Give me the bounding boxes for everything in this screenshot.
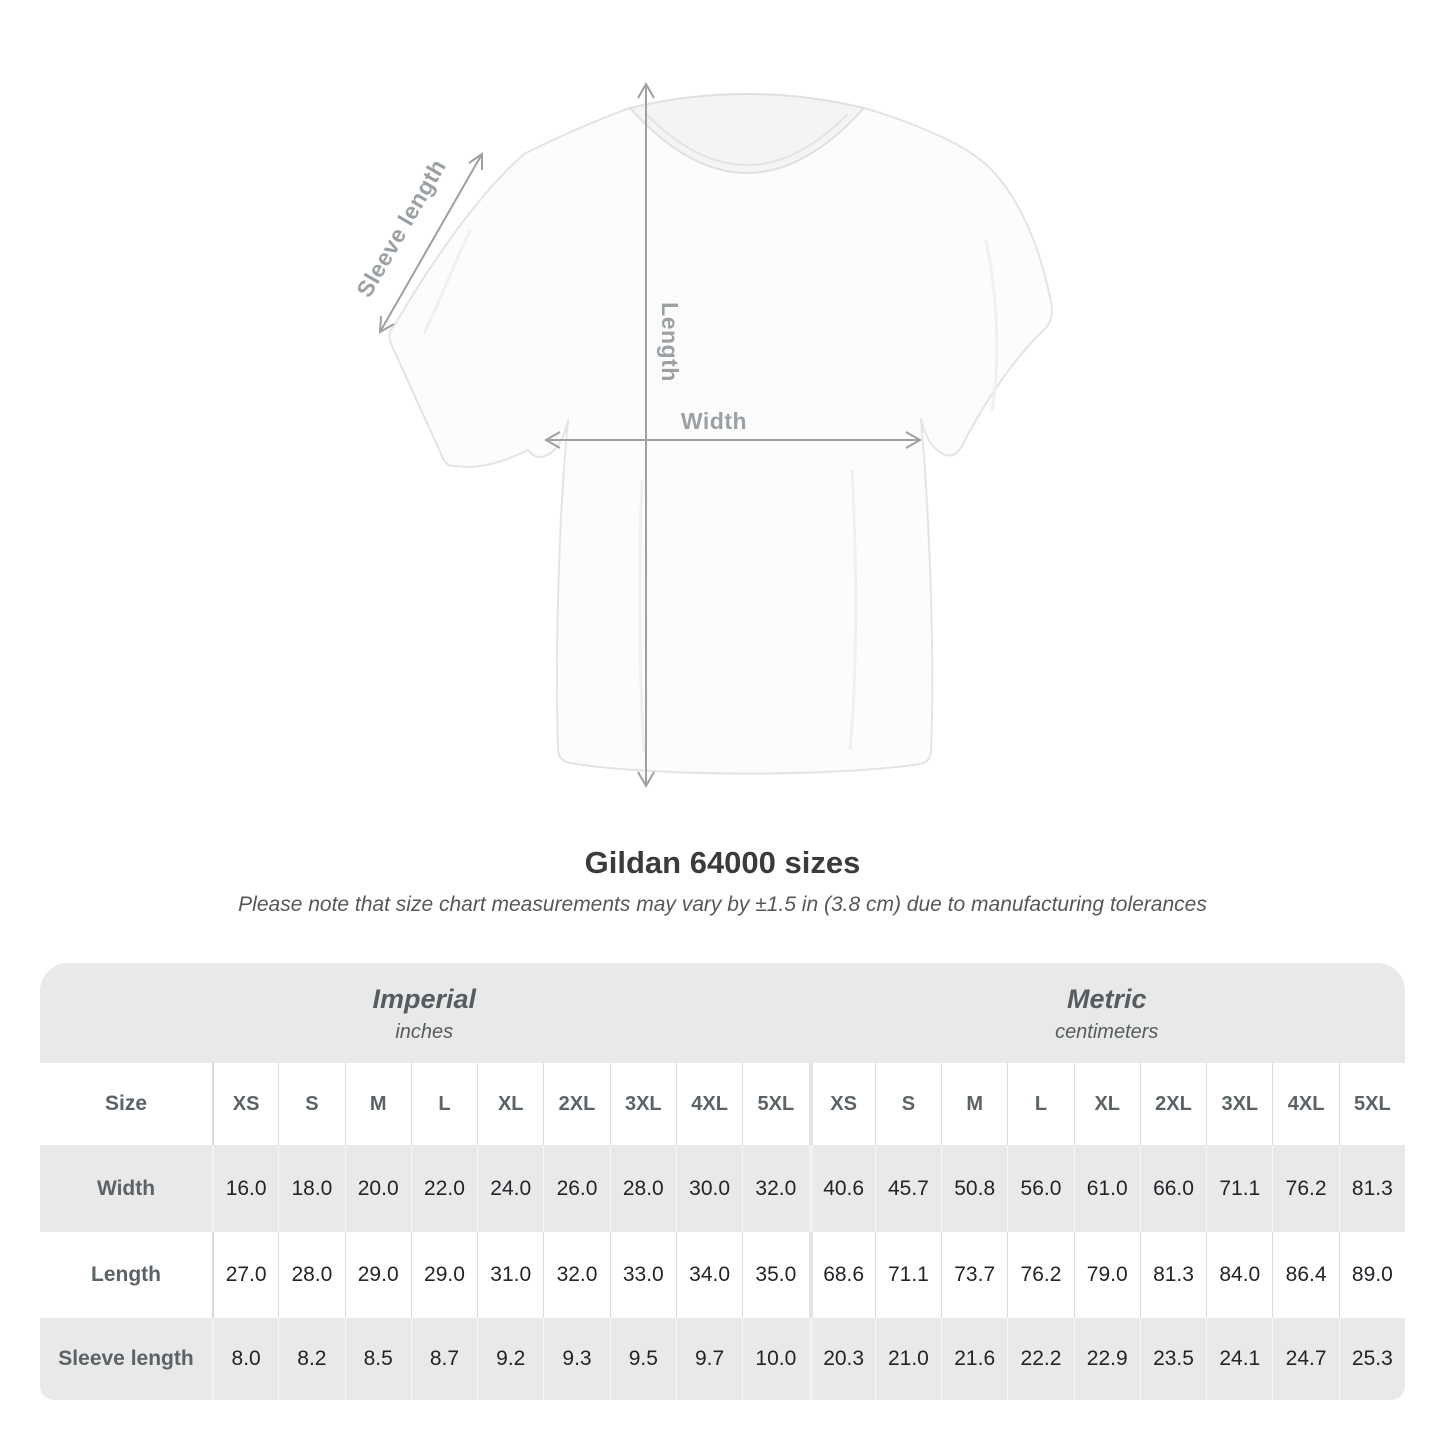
value-cell: 32.0 — [543, 1232, 609, 1318]
value-cell: 16.0 — [212, 1145, 278, 1232]
size-header-cell: 5XL — [742, 1063, 808, 1145]
size-header-cell: XL — [1074, 1063, 1140, 1145]
value-cell: 89.0 — [1339, 1232, 1405, 1318]
row-label-length: Length — [91, 1263, 161, 1286]
length-row — [40, 1232, 1405, 1318]
value-cell: 24.7 — [1272, 1318, 1338, 1400]
size-table — [40, 963, 1405, 1400]
value-cell: 28.0 — [610, 1145, 676, 1232]
value-cell: 22.9 — [1074, 1318, 1140, 1400]
value-cell: 18.0 — [278, 1145, 344, 1232]
page-title: Gildan 64000 sizes — [584, 845, 861, 880]
value-cell: 56.0 — [1007, 1145, 1073, 1232]
units-band — [40, 963, 1405, 1063]
size-header-row — [40, 1063, 1405, 1145]
value-cell: 9.5 — [610, 1318, 676, 1400]
value-cell: 76.2 — [1272, 1145, 1338, 1232]
value-cell: 21.0 — [875, 1318, 941, 1400]
value-cell: 84.0 — [1206, 1232, 1272, 1318]
size-header-cell: 4XL — [1272, 1063, 1338, 1145]
value-cell: 34.0 — [676, 1232, 742, 1318]
size-header-cell: S — [278, 1063, 344, 1145]
size-header-cell: 2XL — [543, 1063, 609, 1145]
size-header-cell: 5XL — [1339, 1063, 1405, 1145]
value-cell: 40.6 — [809, 1145, 875, 1232]
size-header-cell: M — [941, 1063, 1007, 1145]
size-header-cell: 3XL — [1206, 1063, 1272, 1145]
size-header-cell: 2XL — [1140, 1063, 1206, 1145]
value-cell: 50.8 — [941, 1145, 1007, 1232]
value-cell: 24.1 — [1206, 1318, 1272, 1400]
value-cell: 81.3 — [1339, 1145, 1405, 1232]
value-cell: 9.3 — [543, 1318, 609, 1400]
size-header-cell: XS — [809, 1063, 875, 1145]
value-cell: 33.0 — [610, 1232, 676, 1318]
value-cell: 25.3 — [1339, 1318, 1405, 1400]
value-cell: 66.0 — [1140, 1145, 1206, 1232]
row-label-sleeve-length: Sleeve length — [58, 1347, 194, 1370]
value-cell: 8.0 — [212, 1318, 278, 1400]
size-header-cell: S — [875, 1063, 941, 1145]
unit-group-imperial — [40, 963, 809, 1063]
value-cell: 9.7 — [676, 1318, 742, 1400]
value-cell: 86.4 — [1272, 1232, 1338, 1318]
value-cell: 10.0 — [742, 1318, 808, 1400]
value-cell: 28.0 — [278, 1232, 344, 1318]
unit-group-metric — [809, 963, 1406, 1063]
value-cell: 29.0 — [345, 1232, 411, 1318]
value-cell: 24.0 — [477, 1145, 543, 1232]
size-header-cell: L — [411, 1063, 477, 1145]
size-header-cell: M — [345, 1063, 411, 1145]
width-row — [40, 1145, 1405, 1232]
metric-unit: centimeters — [1055, 1021, 1159, 1043]
size-header-cell: L — [1007, 1063, 1073, 1145]
value-cell: 76.2 — [1007, 1232, 1073, 1318]
imperial-heading: Imperial — [372, 984, 477, 1014]
value-cell: 81.3 — [1140, 1232, 1206, 1318]
value-cell: 73.7 — [941, 1232, 1007, 1318]
length-label: Length — [657, 302, 683, 382]
size-column-header: Size — [104, 1092, 148, 1115]
value-cell: 79.0 — [1074, 1232, 1140, 1318]
value-cell: 8.7 — [411, 1318, 477, 1400]
sleeve-length-label: Sleeve length — [351, 154, 452, 302]
value-cell: 8.2 — [278, 1318, 344, 1400]
value-cell: 35.0 — [742, 1232, 808, 1318]
value-cell: 45.7 — [875, 1145, 941, 1232]
value-cell: 31.0 — [477, 1232, 543, 1318]
value-cell: 21.6 — [941, 1318, 1007, 1400]
value-cell: 71.1 — [875, 1232, 941, 1318]
value-cell: 23.5 — [1140, 1318, 1206, 1400]
tolerance-note: Please note that size chart measurements may vary by ±1.5 in (3.8 cm) due to manufacturing tolerances — [238, 893, 1207, 916]
metric-heading: Metric — [1066, 984, 1147, 1014]
value-cell: 22.2 — [1007, 1318, 1073, 1400]
size-header-cell: XS — [212, 1063, 278, 1145]
value-cell: 61.0 — [1074, 1145, 1140, 1232]
imperial-unit: inches — [395, 1021, 454, 1043]
value-cell: 30.0 — [676, 1145, 742, 1232]
value-cell: 29.0 — [411, 1232, 477, 1318]
sleeve-length-row — [40, 1318, 1405, 1400]
value-cell: 27.0 — [212, 1232, 278, 1318]
value-cell: 20.0 — [345, 1145, 411, 1232]
size-header-cell: 4XL — [676, 1063, 742, 1145]
value-cell: 20.3 — [809, 1318, 875, 1400]
width-label: Width — [680, 408, 748, 434]
value-cell: 32.0 — [742, 1145, 808, 1232]
value-cell: 68.6 — [809, 1232, 875, 1318]
row-label-width: Width — [96, 1176, 156, 1200]
value-cell: 22.0 — [411, 1145, 477, 1232]
size-header-cell: XL — [477, 1063, 543, 1145]
value-cell: 26.0 — [543, 1145, 609, 1232]
value-cell: 8.5 — [345, 1318, 411, 1400]
value-cell: 71.1 — [1206, 1145, 1272, 1232]
size-header-cell: 3XL — [610, 1063, 676, 1145]
value-cell: 9.2 — [477, 1318, 543, 1400]
